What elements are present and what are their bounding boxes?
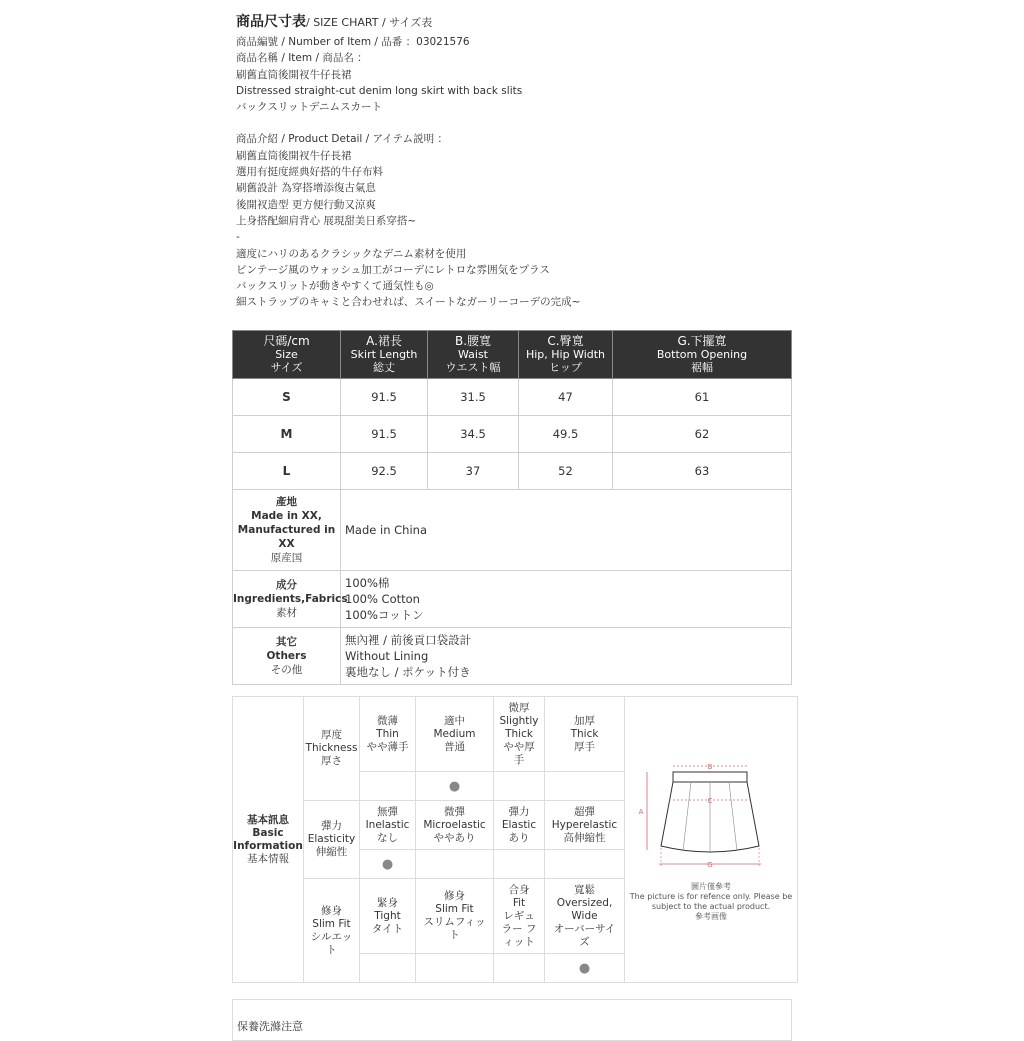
thickness-option-thin: 微薄 Thin やや薄手	[360, 697, 416, 772]
elasticity-option-microelastic: 微彈 Microelastic ややあり	[416, 801, 494, 850]
thickness-dot-thin	[360, 772, 416, 801]
detail-line: ビンテージ風のウォッシュ加工がコーデにレトロな雰囲気をプラス	[236, 263, 550, 276]
diagram-caption: 圖片僅參考 The picture is for refence only. Please be subject to the actual product. 參考画像	[629, 881, 793, 921]
measure-c-label: C	[707, 796, 713, 805]
origin-label: 產地 Made in XX, Manufactured in XX 原産国	[233, 490, 341, 571]
item-name-jp: バックスリットデニムスカート	[236, 101, 383, 114]
size-table	[232, 330, 792, 685]
elasticity-option-hyperelastic: 超彈 Hyperelastic 高伸縮性	[545, 801, 625, 850]
elasticity-option-inelastic: 無彈 Inelastic なし	[360, 801, 416, 850]
care-section	[232, 999, 792, 1041]
elasticity-dot-elastic	[494, 850, 545, 879]
elasticity-dot-inelastic: ●	[360, 850, 416, 879]
detail-line: 刷舊直筒後開衩牛仔長裙	[236, 149, 352, 162]
skirt-diagram-cell	[625, 697, 798, 983]
skirt-diagram	[631, 758, 791, 878]
detail-line: 適度にハリのあるクラシックなデニム素材を使用	[236, 247, 467, 260]
size-cell: S	[233, 379, 341, 416]
fit-dot-slim-fit	[416, 954, 494, 983]
hip-cell: 49.5	[519, 416, 613, 453]
elasticity-dot-microelastic	[416, 850, 494, 879]
measure-a-label: A	[638, 807, 644, 816]
fit-option-fit: 合身 Fit レギュ ラー フ ィット	[494, 879, 545, 954]
thickness-dot-medium: ●	[416, 772, 494, 801]
thickness-option-medium: 適中 Medium 普通	[416, 697, 494, 772]
basic-info-table	[232, 696, 798, 983]
detail-line: 刷舊設計 為穿搭增添復古氣息	[236, 182, 376, 195]
origin-row	[233, 490, 792, 571]
fit-label: 修身 Slim Fit シルエッ ト	[304, 879, 360, 983]
header-skirt-length: A.裙長 Skirt Length 総丈	[341, 331, 428, 379]
detail-line: 上身搭配細肩背心 展現甜美日系穿搭~	[236, 214, 417, 227]
table-row	[233, 416, 792, 453]
fabric-label: 成分 Ingredients,Fabrics 素材	[233, 571, 341, 628]
care-heading: 保養洗滌注意	[237, 1020, 303, 1033]
hip-cell: 52	[519, 453, 613, 490]
size-table-header	[233, 331, 792, 379]
waist-cell: 31.5	[428, 379, 519, 416]
header-waist: B.腰寬 Waist ウエスト幅	[428, 331, 519, 379]
header-hip: C.臀寬 Hip, Hip Width ヒップ	[519, 331, 613, 379]
elasticity-label: 彈力 Elasticity 伸縮性	[304, 801, 360, 879]
fit-dot-tight	[360, 954, 416, 983]
elasticity-option-elastic: 彈力 Elastic あり	[494, 801, 545, 850]
product-intro	[236, 12, 796, 311]
bottom-opening-cell: 62	[613, 416, 792, 453]
detail-separator: -	[236, 231, 240, 244]
skirt-length-cell: 91.5	[341, 416, 428, 453]
fit-dot-fit	[494, 954, 545, 983]
item-name-label: 商品名稱 / Item / 商品名 ：	[236, 52, 368, 65]
item-name-en: Distressed straight-cut denim long skirt with back slits	[236, 84, 523, 97]
fit-option-oversized: 寬鬆 Oversized, Wide オーバーサイ ズ	[545, 879, 625, 954]
thickness-option-slightly-thick: 微厚 Slightly Thick やや厚 手	[494, 697, 545, 772]
bottom-opening-cell: 63	[613, 453, 792, 490]
others-value: 無內裡 / 前後貢口袋設計 Without Lining 裏地なし / ポケット付き	[341, 628, 792, 685]
hip-cell: 47	[519, 379, 613, 416]
product-detail-label: 商品介紹 / Product Detail / アイテム説明 ：	[236, 133, 448, 146]
waistband-shape	[673, 772, 747, 782]
measure-b-label: B	[707, 762, 713, 771]
fabric-row	[233, 571, 792, 628]
header-size: 尺碼/cm Size サイズ	[233, 331, 341, 379]
waist-cell: 34.5	[428, 416, 519, 453]
measure-g-label: G	[707, 860, 713, 869]
header-bottom-opening: G.下擺寬 Bottom Opening 裾幅	[613, 331, 792, 379]
detail-line: 細ストラップのキャミと合わせれば、スイートなガーリーコーデの完成~	[236, 296, 581, 309]
bottom-opening-cell: 61	[613, 379, 792, 416]
thickness-dot-slightly-thick	[494, 772, 545, 801]
basic-info-label: 基本訊息 Basic Information 基本情報	[233, 697, 304, 983]
waist-cell: 37	[428, 453, 519, 490]
origin-value: Made in China	[341, 490, 792, 571]
table-row	[233, 453, 792, 490]
thickness-label: 厚度 Thickness 厚さ	[304, 697, 360, 801]
size-cell: L	[233, 453, 341, 490]
detail-line: 後開衩造型 更方便行動又涼爽	[236, 198, 376, 211]
fabric-value: 100%棉 100% Cotton 100%コットン	[341, 571, 792, 628]
skirt-length-cell: 91.5	[341, 379, 428, 416]
detail-line: 選用有挺度經典好搭的牛仔布料	[236, 166, 383, 179]
detail-line: バックスリットが動きやすくて通気性も◎	[236, 280, 434, 293]
others-label: 其它 Others その他	[233, 628, 341, 685]
item-name-zh: 刷舊直筒後開衩牛仔長裙	[236, 68, 352, 81]
size-chart-title: 商品尺寸表/ SIZE CHART / サイズ表	[236, 14, 433, 30]
fit-option-slim-fit: 修身 Slim Fit スリムフィッ ト	[416, 879, 494, 954]
others-row	[233, 628, 792, 685]
thickness-dot-thick	[545, 772, 625, 801]
fit-option-tight: 緊身 Tight タイト	[360, 879, 416, 954]
table-row	[233, 379, 792, 416]
item-number: 商品編號 / Number of Item / 品番 ：03021576	[236, 36, 470, 48]
fit-dot-oversized: ●	[545, 954, 625, 983]
size-cell: M	[233, 416, 341, 453]
skirt-length-cell: 92.5	[341, 453, 428, 490]
thickness-option-thick: 加厚 Thick 厚手	[545, 697, 625, 772]
elasticity-dot-hyperelastic	[545, 850, 625, 879]
